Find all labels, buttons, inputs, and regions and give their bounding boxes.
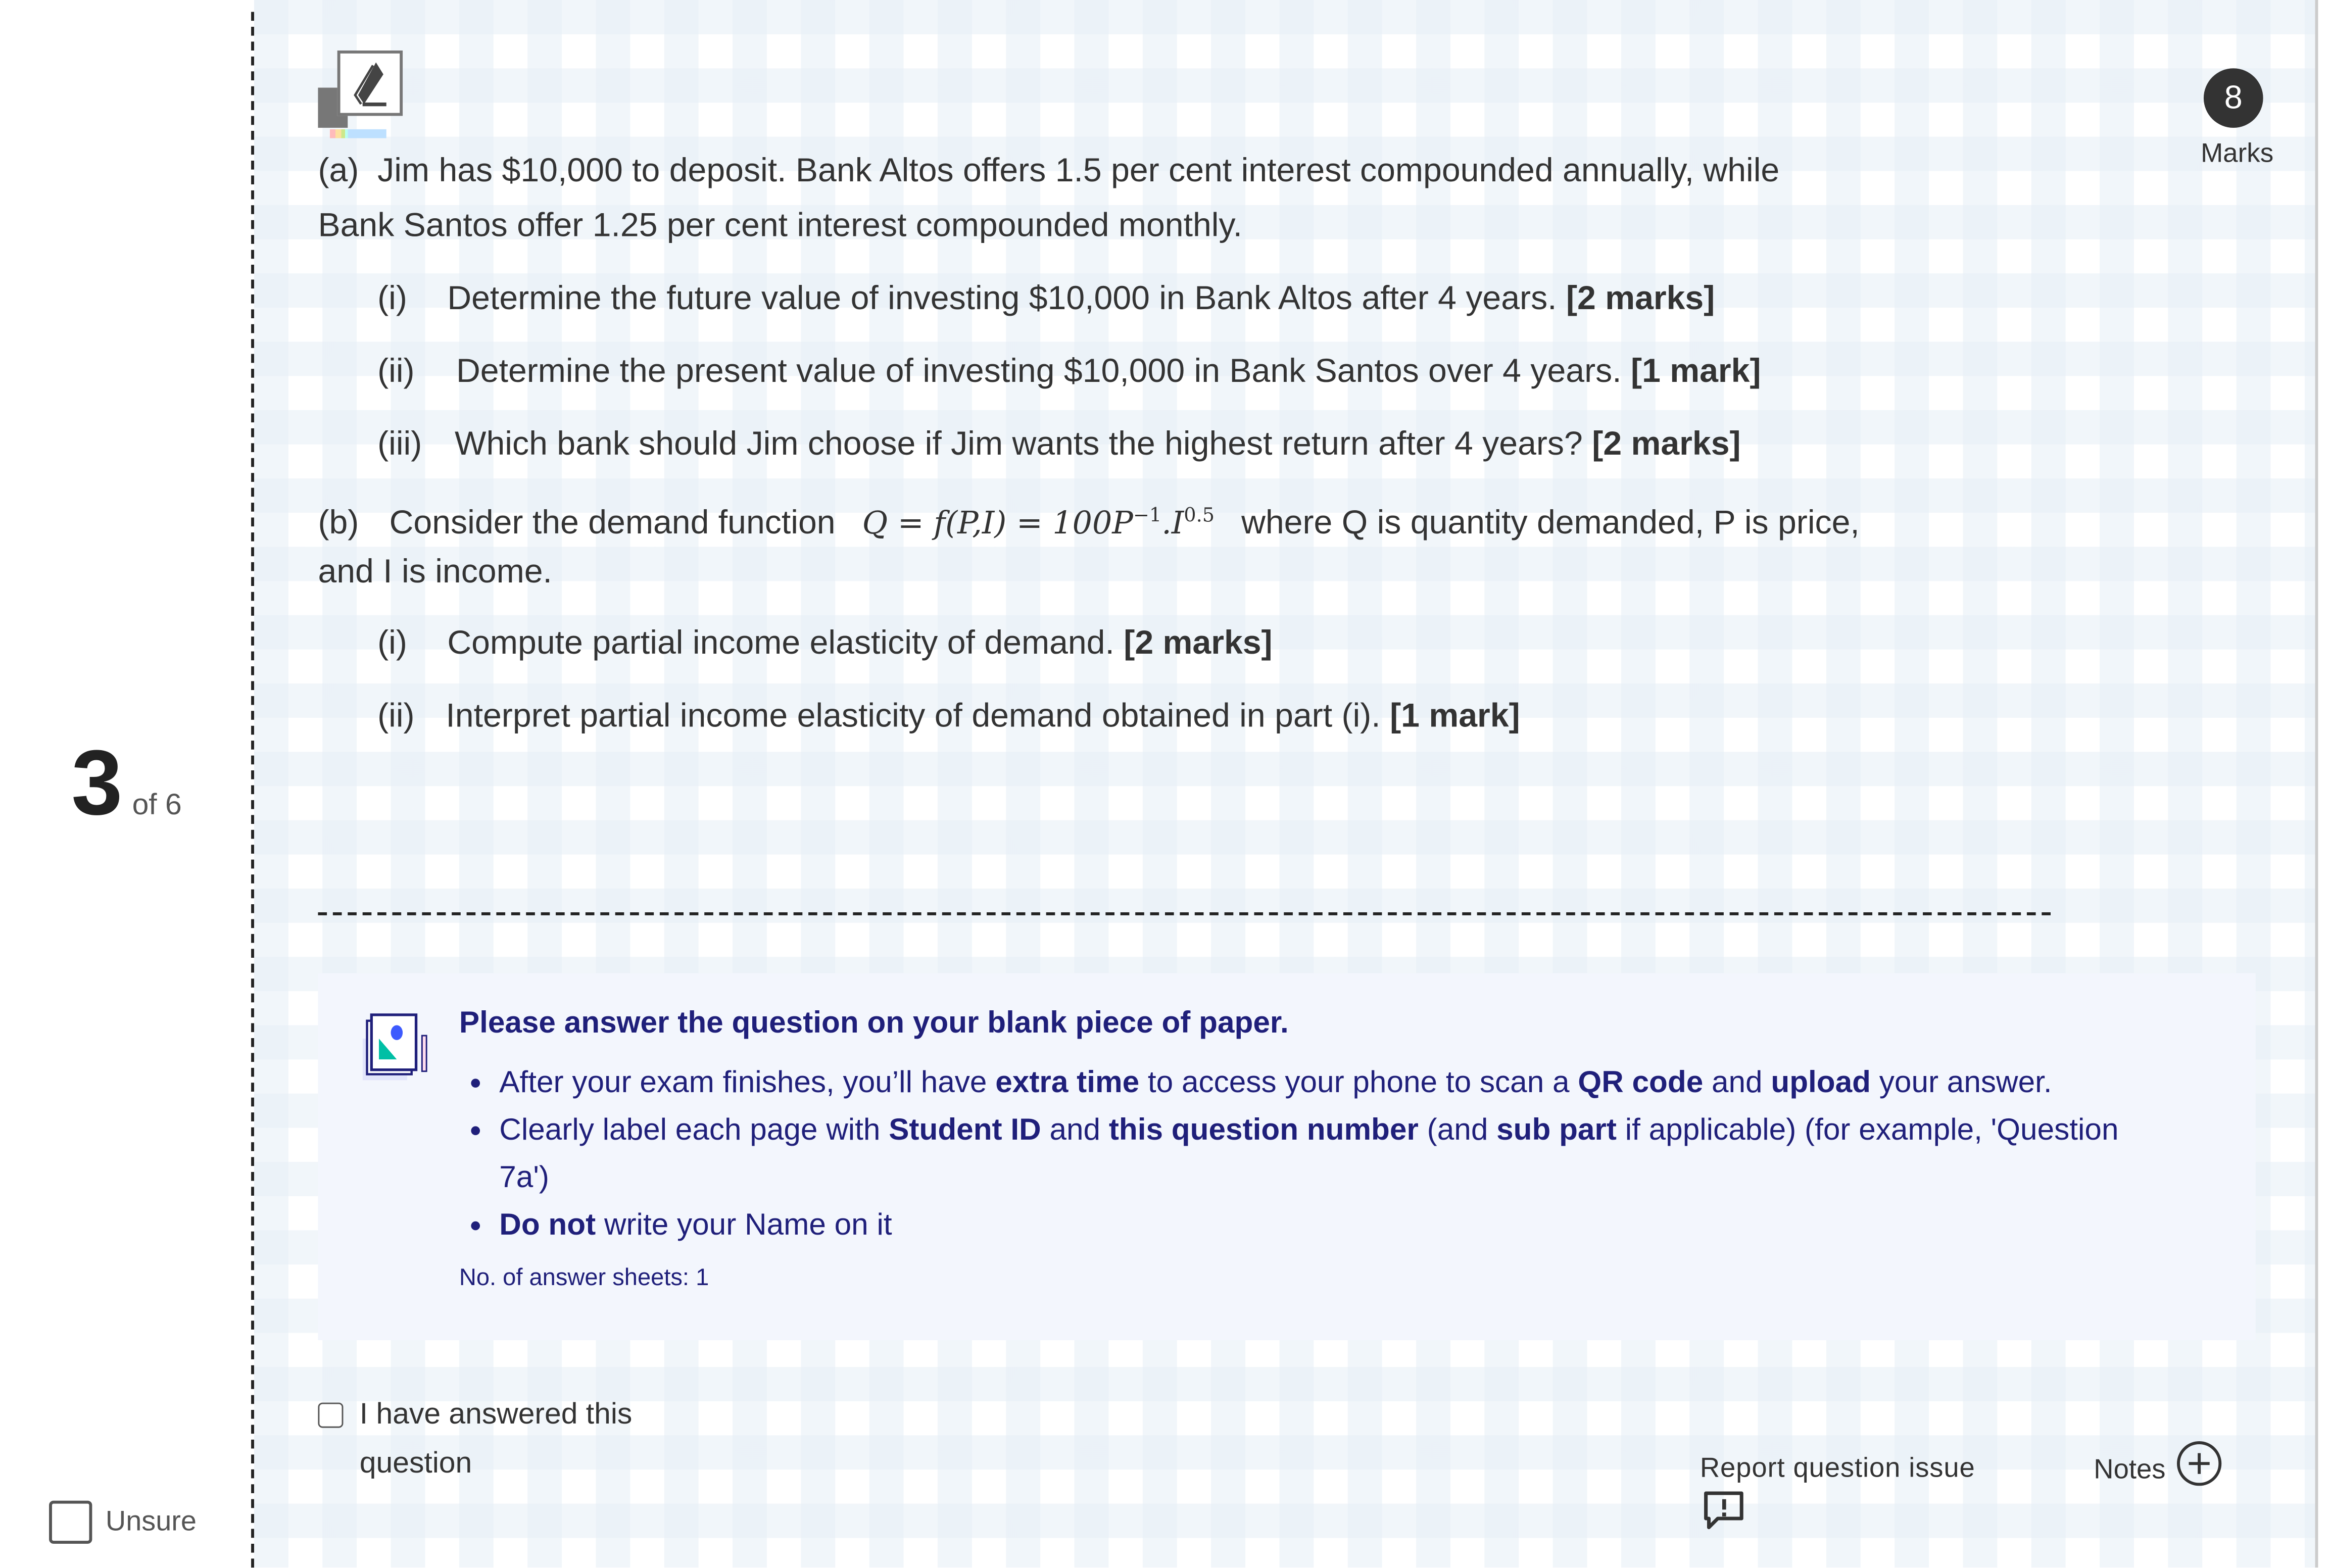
part-a-ii: (ii) Determine the present value of investing $10,000 in Bank Santos over 4 years. [1 mark]	[377, 352, 1761, 389]
section-divider	[318, 912, 2051, 915]
part-b-ii: (ii) Interpret partial income elasticity of demand obtained in part (i). [1 mark]	[377, 697, 1520, 734]
report-issue-label: Report question issue	[1700, 1451, 1975, 1483]
part-a-i: (i) Determine the future value of investing $10,000 in Bank Altos after 4 years. [2 marks]	[377, 279, 1715, 317]
instruction-item: • Do not write your Name on it	[499, 1202, 2253, 1250]
marks-badge: 8	[2204, 68, 2263, 128]
unsure-label: Unsure	[105, 1506, 197, 1537]
instruction-item: • After your exam finishes, you’ll have extra time to access your phone to scan a QR code and upload your answer.	[499, 1059, 2253, 1107]
right-border	[2315, 0, 2318, 1567]
upload-instructions	[318, 973, 2255, 1341]
part-b-line-1: (b) Consider the demand function $Q = f(P,I) = 100P^{-1}.I^{0.5}$ where Q is quantity demanded, P is price,	[318, 504, 1860, 541]
demand-formula: $Q = f(P,I) = 100P^{-1}.I^{0.5}$	[862, 505, 1215, 541]
marks-label: Marks	[2201, 138, 2274, 168]
unsure-checkbox[interactable]	[49, 1501, 92, 1544]
answered-checkbox[interactable]	[318, 1403, 343, 1428]
eraser-tool-button[interactable]	[318, 51, 404, 139]
photo-upload-icon	[363, 1012, 431, 1083]
instruction-item: • Clearly label each page with Student ID and this question number (and sub part if applicable) (for example, 'Question 7a')	[499, 1107, 2253, 1202]
question-counter	[71, 731, 182, 837]
question-number: 3	[71, 732, 123, 836]
instructions-title: Please answer the question on your blank piece of paper.	[459, 1006, 1289, 1040]
part-b-line-2: and I is income.	[318, 553, 552, 590]
notes-label: Notes	[2094, 1452, 2166, 1484]
answered-label[interactable]: I have answered this question	[359, 1398, 633, 1480]
answer-sheets-count: No. of answer sheets: 1	[459, 1265, 709, 1291]
add-note-icon	[2177, 1441, 2222, 1486]
unsure-toggle[interactable]	[49, 1501, 197, 1544]
question-total: of 6	[132, 789, 182, 822]
part-a-line-2: Bank Santos offer 1.25 per cent interest compounded monthly.	[318, 206, 1243, 244]
left-divider	[251, 12, 254, 1568]
eraser-icon	[337, 51, 403, 116]
notes-button[interactable]	[2094, 1441, 2222, 1486]
part-b-i: (i) Compute partial income elasticity of demand. [2 marks]	[377, 624, 1273, 661]
report-flag-icon	[1703, 1490, 1747, 1532]
report-issue-button[interactable]	[1700, 1452, 1975, 1540]
part-a-iii: (iii) Which bank should Jim choose if Jim wants the highest return after 4 years? [2 marks]	[377, 425, 1741, 462]
instructions-list	[459, 1059, 2253, 1249]
part-a-line-1: (a) Jim has $10,000 to deposit. Bank Altos offers 1.5 per cent interest compounded annually, while	[318, 152, 1780, 189]
